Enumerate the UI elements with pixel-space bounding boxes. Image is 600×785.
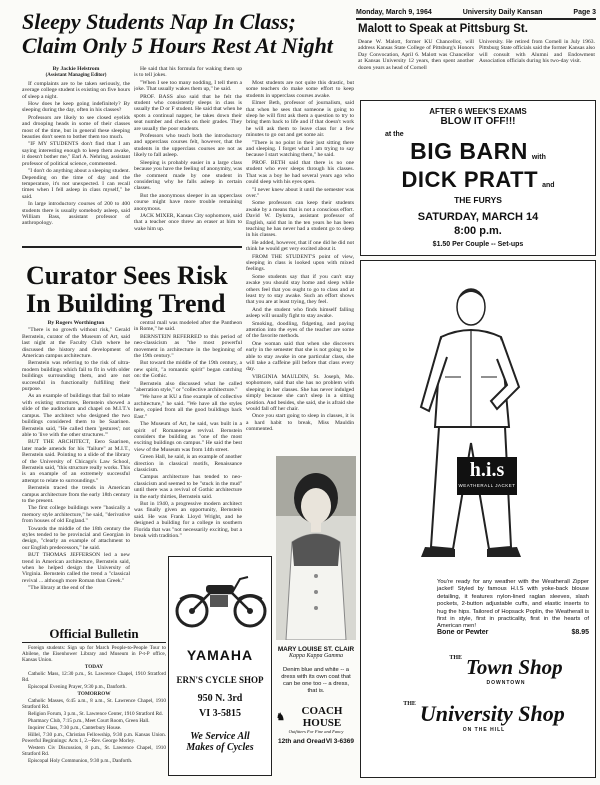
coach-house-phone: VI 3-6369	[325, 738, 354, 745]
barn-band-row	[361, 167, 595, 193]
curator-c1-p3: As an example of buildings that fail to relate with existing structures, Bernstein showed a slide of the auditorium and chapel on M.I.T.'s campus. The architect who designed the two buildings considered them to be Saarinen. Bernstein said, "He called them 'gestures'; not able to 'live with the other structures.'"	[22, 393, 130, 438]
big-barn-ad	[360, 100, 596, 256]
townshop-ad	[360, 260, 596, 778]
curator-c2-p9: But in 1940, a progressive modern architect was finally given an opportunity, Bernstein said. He was Frank Lloyd Wright, and he designed a building for a college in southern Florida that was "not necessarily exciting, but a break with tradition."	[134, 500, 242, 539]
townshop-price: $8.95	[571, 629, 589, 636]
yamaha-tagline	[169, 731, 271, 753]
section-divider	[22, 246, 242, 248]
sleepy-c3-p7: He added, however, that if one did he did not think he would get very excited about it.	[246, 239, 354, 253]
malott-article	[358, 22, 596, 96]
sleepy-c3-p13: VIRGINIA MAULDIN, St. Joseph, Mo. sophomore, said that she has no problem with sleeping in her classes. She has never indulged simply because she can't sleep in a sitting position. And besides, she said, she is afraid she would fall off her chair.	[246, 373, 354, 412]
his-label	[457, 457, 517, 495]
bulletin-item: Pharmacy Club, 7:15 p.m., Meet Court Room, Green Hall.	[28, 718, 150, 724]
motorcycle-illustration	[170, 563, 270, 635]
barn-group: THE FURYS	[454, 195, 502, 205]
bulletin-heading-today: TODAY	[84, 664, 104, 670]
sleepy-c1-p4: "IF MY STUDENTS don't find that I am saying interesting enough to keep them awake, it doesn't bother me," Earl A. Nehring, assistant professor of political science, commented.	[22, 141, 130, 167]
university-shop-logo	[375, 701, 593, 733]
sleepy-c1-p2: How does he keep going indefinitely? By sleeping during the day, often in his classes?	[22, 101, 130, 114]
sleepy-byline: By Jackie Helstrom	[52, 66, 100, 72]
barn-and: and	[542, 182, 555, 189]
sleepy-c1-p1: If complaints are to be taken seriously, the average college student is existing on five hours of sleep a night.	[22, 80, 130, 100]
sleepy-headline-line2: Claim Only 5 Hours Rest At Night	[22, 33, 333, 58]
model-photo	[276, 456, 356, 640]
bulletin-item: Western Civ Discussion, 8 p.m., St. Lawrence Chapel, 1910 Stratford Rd.	[22, 745, 166, 757]
sleepy-column-1	[22, 66, 130, 240]
malott-c1: Deane W. Malott, former KU Chancellor, will address Kansas State College of Pittsburg's Honors Day Convocation, April 6. Malott was Chancellor at Kansas University 12 years, then spent another dozen years as head of Cornell	[358, 39, 474, 71]
university-shop-name: University Shop	[419, 701, 565, 726]
bulletin-item: Episcopal Holy Communion, 9:30 p.m., Danforth.	[28, 758, 133, 764]
bulletin-heading-tomorrow: TOMORROW	[77, 691, 111, 697]
yamaha-brand: YAMAHA	[186, 647, 254, 663]
sleepy-c3-p11: Smoking, doodling, fidgeting, and paying attention into the eyes of the teacher are some of the favorite methods.	[246, 320, 354, 340]
coach-house-subtitle: Outfitters For Fine and Fancy	[288, 729, 344, 734]
his-logo: h.i.s	[469, 459, 505, 481]
coach-house-address: 12th and Oread	[278, 738, 326, 745]
sleepy-headline-line1: Sleepy Students Nap In Class;	[22, 9, 296, 34]
sleepy-c1-p6: In large introductory courses of 200 to 400 students there is usually somebody asleep, said William Bass, assistant professor of anthropology.	[22, 201, 130, 227]
masthead-rule	[356, 18, 596, 20]
yamaha-ad	[168, 556, 272, 776]
coach-house-logo	[276, 705, 356, 729]
curator-column-2	[134, 320, 242, 552]
curator-c2-p6: The Museum of Art, he said, was built in a spirit of Romanesque revival. Bernstein considers the building as "one of the most exciting buildings on campus." He said the best view of the Museum was from 14th street.	[134, 421, 242, 453]
curator-column-1	[22, 320, 130, 624]
bulletin-title: Official Bulletin	[49, 626, 139, 641]
bulletin-item: Foreign students: Sign up for March People-to-People Tour to Abilene, the Eisenhower Library and Museum in P-t-P office, Kansas Union.	[22, 645, 166, 663]
sleepy-c2-p6: But the anonymous sleeper in an upperclass course might have more trouble remaining anonymous.	[134, 192, 242, 212]
sleepy-column-2	[134, 66, 242, 240]
townshop-colors: Bone or Pewter	[437, 629, 489, 636]
yamaha-shop-name: ERN'S CYCLE SHOP	[176, 675, 264, 685]
barn-line2: BLOW IT OFF!!!	[440, 116, 516, 127]
curator-c1-p5: Bernstein traced the trends in American campus architecture from the early 18th century to the present.	[22, 485, 130, 504]
masthead	[356, 6, 596, 18]
masthead-date: Monday, March 9, 1964	[356, 8, 432, 16]
coach-house-contact	[276, 738, 356, 745]
curator-c1-p4: BUT THE ARCHITECT, Eero Saarinen, later made amends for his "failure" at M.I.T., Bernstein said. Pointing to a slide of the library of the University of Chicago's Law School, Bernstein said, "this structure really works. This is an example of an extremely successful attempt to relate to surroundings."	[22, 439, 130, 484]
yamaha-address: 950 N. 3rd	[197, 693, 243, 704]
sleepy-c2-p7: JACK MIXER, Kansas City sophomore, said that a teacher once threw an eraser at him to wake him up.	[134, 212, 242, 232]
curator-c2-p2: BERNSTEIN REFERRED to this period of neo-classicism as "the most powerful movement in architecture in the beginning of the 19th century."	[134, 333, 242, 360]
model-face	[301, 488, 331, 524]
malott-c2: University. He retired from Cornell in July 1963. Pittsburg State officials said the former Kansas also will consult with Alumni and Endowment Association officials during his two-day visit.	[479, 39, 595, 65]
man-in-jacket-illustration	[401, 267, 551, 567]
sleepy-c3-p4: PROF. BETH said that there is no one student who ever sleeps through his classes. That was a boy he had several years ago who could sleep with his eyes open.	[246, 159, 354, 186]
yamaha-tagline-1: We Service All	[190, 731, 250, 742]
bulletin-item: Inquirer Class, 7:30 p.m., Canterbury House.	[28, 725, 122, 731]
sleepy-c1-p3: Professors are likely to see closed eyelids and drooping heads in some of their classes most of the time, but in general these sleeping beauties don't seem to bother them too much.	[22, 114, 130, 141]
coach-house-ad	[276, 456, 356, 776]
sleepy-c3-p9: Some students say that if you can't stay awake you should stay home and sleep while others feel that you ought to go to class and at least try to stay awake. Such an effort shows that you are at least trying, they feel.	[246, 273, 354, 306]
sleepy-c2-p2: "When I see too many nodding, I tell them a joke. That usually wakes them up," he said.	[134, 79, 242, 93]
sleepy-c3-p5: "I never knew about it until the semester was over."	[246, 186, 354, 199]
sleepy-c3-p3: "There is no point in their just sitting there and sleeping. I forget what I am trying to say because I start watching them," he said.	[246, 139, 354, 159]
masthead-page: Page 3	[573, 8, 596, 16]
clair-sorority: Kappa Kappa Gamma	[288, 653, 343, 659]
sleepy-column-3	[246, 80, 354, 452]
sleepy-c3-p14: Once you start going to sleep in classes, it is a hard habit to break, Miss Mauldin commented.	[246, 413, 354, 433]
sleepy-headline	[22, 10, 358, 58]
curator-c2-p5: "We have at KU a fine example of collective architecture," he said. "We have all the styles here, copied from all the good buildings back East."	[134, 394, 242, 420]
curator-headline-line1: Curator Sees Risk	[26, 261, 228, 290]
university-shop-the: THE	[403, 701, 416, 707]
bulletin-body	[22, 645, 166, 777]
curator-c1-p7: Towards the middle of the 18th century the styles tended to be provincial and Georgian in design, "clearly an example of attachment to our English predecessors," he said.	[22, 525, 130, 551]
curator-c1-p8: BUT THOMAS JEFFERSON led a new trend in American architecture, Bernstein said, when he helped design the University of Virginia. Bernstein called the trend a "classical revival ... although more Roman than Greek."	[22, 552, 130, 584]
sleepy-c3-p8: FROM THE STUDENT'S point of view, sleeping in class is looked upon with mixed feelings.	[246, 253, 354, 273]
barn-date: SATURDAY, MARCH 14	[417, 211, 539, 223]
university-shop-location: ON THE HILL	[462, 727, 506, 733]
sleepy-c2-p4: Professors who teach both the introductory and upperclass courses felt, however, that the students in the upperclass courses are not as likely to fall asleep.	[134, 133, 242, 159]
yamaha-tagline-2: Makes of Cycles	[186, 742, 254, 753]
barn-with: with	[531, 154, 546, 161]
sleepy-c2-p1: He said that his formula for waking them up is to tell jokes.	[134, 66, 242, 79]
barn-price: $1.50 Per Couple -- Set-ups	[432, 241, 524, 248]
sleepy-c2-p5: Sleeping is probably easier in a large class because you have the feeling of anonymity, was the comment made by one student in considering why he falls asleep in certain classes.	[134, 159, 242, 192]
clair-copy: Denim blue and white -- a dress with its own coat that can be one too -- a dress, that is.	[281, 667, 351, 694]
sleepy-c3-p10: And the student who finds himself falling asleep will usually fight to stay awake.	[246, 306, 354, 320]
curator-byline: By Rogers Worthington	[47, 320, 105, 326]
town-shop-name: Town Shop	[465, 655, 563, 679]
official-bulletin	[22, 626, 166, 778]
his-label-sub: WEATHERALL JACKET	[458, 483, 516, 488]
bulletin-item: Hillel, 7:30 p.m., Christian Fellowship, 9:30 p.m. Kansas Union. Powerful Beginnings: Acts 1, 2.--Rev. George Morley.	[22, 732, 166, 744]
curator-c2-p4: Bernstein also discussed what he called "aberration style," or "collective architecture."	[134, 380, 242, 394]
town-shop-the: THE	[449, 655, 462, 661]
curator-headline	[26, 262, 246, 318]
curator-c1-p9: "The library at the end of the	[28, 585, 93, 592]
curator-c1-p2: Bernstein was referring to the risk of ultra-modern buildings which fail to fit in with older buildings surrounding them, and are not successful in functionally fulfilling their purpose.	[22, 360, 130, 393]
curator-c1-p6: The first college buildings were "basically a memory style architecture," he said, "derivative from houses of old England."	[22, 505, 130, 525]
barn-band: DICK PRATT	[401, 167, 539, 192]
curator-c2-p8: Campus architecture has tended to neo-classicism and seemed to be "stuck in the mud" until there was a revival of Gothic architecture in the early thirties, Bernstein said.	[134, 474, 242, 500]
bulletin-item: Religion Forum, 3 p.m., St. Lawrence Center, 1910 Stratford Rd.	[28, 711, 163, 717]
townshop-price-row	[437, 629, 589, 636]
clair-name: MARY LOUISE ST. CLAIR	[277, 646, 355, 653]
coach-house-name: COACH HOUSE	[301, 705, 343, 729]
curator-c2-p3: But toward the middle of the 19th century, a new spirit, "a romantic spirit" began catching on: the Gothic.	[134, 360, 242, 380]
masthead-paper: University Daily Kansan	[462, 8, 543, 16]
barn-at: at the	[385, 131, 404, 138]
man-jacket	[435, 330, 509, 427]
sleepy-c3-p1: Most students are not quite this drastic, but some teachers do make some effort to keep students in upperclass courses awake.	[246, 80, 354, 99]
sleepy-c3-p6: Some professors can keep their students awake by a means that is not a conscious effort. David W. Dykstra, assistant professor of English, said that in the ten years he has been teaching he has never had a student go to sleep in his classes.	[246, 200, 354, 239]
townshop-copy: You're ready for any weather with the Weatherall Zipper jacket! Styled by famous H.I.S with yoke-back blouse detailing, it features nylon-lined raglan sleeves, slash pockets, 2-button adjustable cuffs, and elastic inserts to hug the hips. Tailored of Hopsack Poplin, the Weatherall is first in style, first in practicality, first in the hearts of American men!	[437, 579, 589, 630]
malott-columns	[358, 39, 596, 95]
town-shop-logo	[421, 655, 591, 686]
bulletin-item: Catholic Mass, 12:30 p.m., St. Lawrence Chapel, 1910 Stratford Rd.	[22, 671, 166, 683]
curator-c2-p1: central mall was modeled after the Pantheon in Rome," he said.	[134, 320, 242, 333]
town-shop-location: DOWNTOWN	[486, 680, 526, 686]
curator-headline-line2: In Building Trend	[26, 289, 226, 318]
sleepy-c3-p12: One woman said that when she discovers early in the semester that she is not going to be able to stay awake in one particular class, she will take a caffeine pill before that class every day.	[246, 340, 354, 373]
bulletin-item: Episcopal Evening Prayer, 9:30 p.m., Danforth.	[28, 684, 127, 690]
barn-line1: AFTER 6 WEEK'S EXAMS	[429, 107, 527, 116]
sleepy-c1-p5: "I don't do anything about a sleeping student. Depending on the time of day and the temperature, it's not unexpected. I can recall times when I fell asleep in class myself," he said.	[22, 168, 130, 200]
curator-c2-p7: Green Hall, he said, is an example of another direction in classical motifs, Renaissance classicism.	[134, 454, 242, 473]
coach-icon: ♞	[276, 711, 285, 723]
yamaha-phone: VI 3-5815	[199, 708, 241, 719]
barn-venue: BIG BARN	[410, 138, 528, 164]
sleepy-c2-p3: PROF. BASS also said that he felt the student who consistently sleeps in class is usually the D or F student. He said that when he spots a continual napper, he takes down their seat number and checks on their grades. They are usually the poor students.	[134, 93, 242, 132]
barn-venue-row	[361, 138, 595, 165]
bulletin-item: Catholic Masses, 6:45 a.m., 8 a.m., St. Lawrence Chapel, 1910 Stratford Rd.	[22, 698, 166, 710]
curator-c1-p1: "There is no growth without risk," Gerald Bernstein, curator of the Museum of Art, said last night at the Faculty Club where he discussed the history and development of American campus architecture.	[22, 327, 130, 360]
barn-time: 8:00 p.m.	[454, 225, 502, 237]
sleepy-byline-title: (Assistant Managing Editor)	[45, 73, 107, 79]
sleepy-c3-p2: Elmer Beth, professor of journalism, said that when he sees that someone is going to sleep he will first ask them a question to try to bring them back to life and if that doesn't work he will ask them to leave class for a few minutes to go out and get some air.	[246, 100, 354, 139]
malott-headline: Malott to Speak at Pittsburg St.	[358, 23, 528, 35]
bulletin-title-rule	[22, 642, 166, 643]
